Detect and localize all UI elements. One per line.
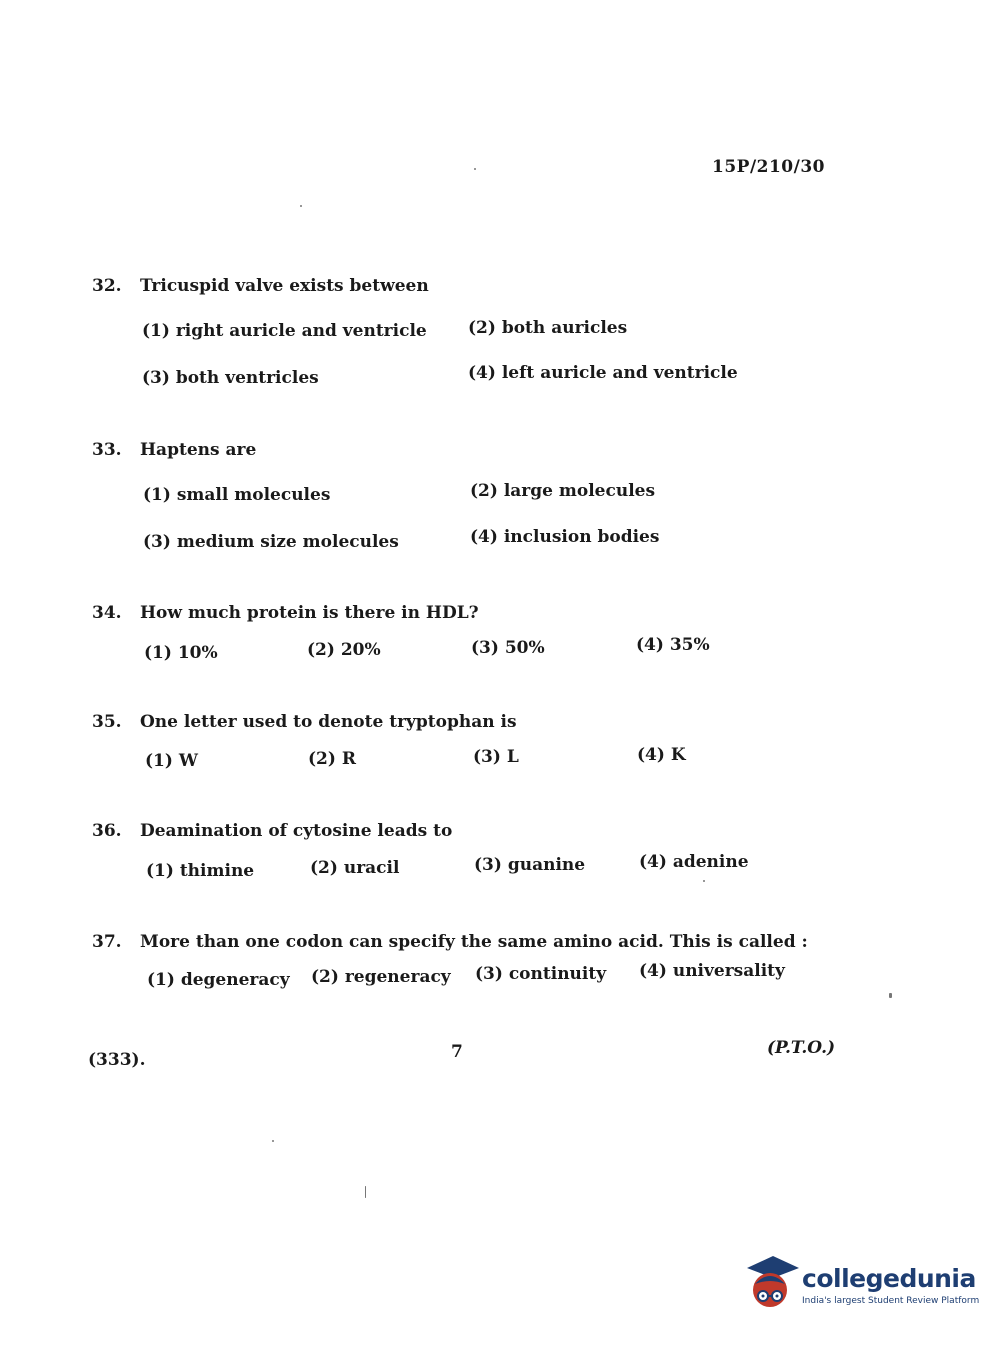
scan-speck — [300, 205, 302, 207]
question-number: 34. — [92, 603, 122, 623]
scan-speck — [365, 1186, 366, 1198]
question-34 — [92, 603, 479, 623]
question-33 — [92, 440, 256, 460]
option: (3) L — [473, 747, 519, 767]
logo-tagline: India's largest Student Review Platform — [802, 1296, 980, 1306]
logo-wordmark: collegedunia — [802, 1264, 976, 1293]
question-37 — [92, 932, 808, 952]
option: (2) 20% — [307, 640, 381, 660]
question-number: 37. — [92, 932, 122, 952]
question-text: More than one codon can specify the same amino acid. This is called : — [140, 932, 808, 952]
question-text: One letter used to denote tryptophan is — [140, 712, 517, 732]
question-text: Haptens are — [140, 440, 257, 460]
option: (4) 35% — [636, 635, 710, 655]
question-text: Deamination of cytosine leads to — [140, 821, 453, 841]
scan-speck — [703, 880, 705, 882]
question-number: 36. — [92, 821, 122, 841]
question-number: 33. — [92, 440, 122, 460]
option: (4) inclusion bodies — [470, 527, 660, 547]
page-number: 7 — [451, 1042, 463, 1062]
option: (2) R — [308, 749, 356, 769]
scan-speck — [889, 993, 892, 998]
option: (4) K — [637, 745, 686, 765]
option: (2) regeneracy — [311, 967, 451, 987]
question-text: How much protein is there in HDL? — [140, 603, 479, 623]
option: (3) guanine — [474, 855, 586, 875]
option: (1) thimine — [146, 861, 255, 881]
scan-speck — [474, 168, 476, 170]
footer-code: (333). — [88, 1050, 146, 1070]
option: (1) right auricle and ventricle — [142, 321, 427, 341]
option: (2) large molecules — [470, 481, 656, 501]
question-text: Tricuspid valve exists between — [140, 276, 429, 296]
option: (1) 10% — [144, 643, 218, 663]
question-number: 32. — [92, 276, 122, 296]
question-32 — [92, 276, 429, 296]
option: (2) uracil — [310, 858, 400, 878]
logo-mascot-icon — [743, 1250, 801, 1314]
pto-label: (P.T.O.) — [767, 1038, 836, 1058]
option: (4) adenine — [639, 852, 749, 872]
option: (1) small molecules — [143, 485, 331, 505]
option: (3) medium size molecules — [143, 532, 399, 552]
option: (3) 50% — [471, 638, 545, 658]
question-36 — [92, 821, 452, 841]
collegedunia-logo — [743, 1250, 980, 1314]
option: (2) both auricles — [468, 318, 628, 338]
question-35 — [92, 712, 517, 732]
option: (1) W — [145, 751, 198, 771]
paper-code: 15P/210/30 — [712, 157, 826, 177]
option: (3) both ventricles — [142, 368, 319, 388]
option: (3) continuity — [475, 964, 607, 984]
scan-speck — [272, 1140, 274, 1142]
question-number: 35. — [92, 712, 122, 732]
option: (4) universality — [639, 961, 785, 981]
option: (4) left auricle and ventricle — [468, 363, 738, 383]
option: (1) degeneracy — [147, 970, 290, 990]
